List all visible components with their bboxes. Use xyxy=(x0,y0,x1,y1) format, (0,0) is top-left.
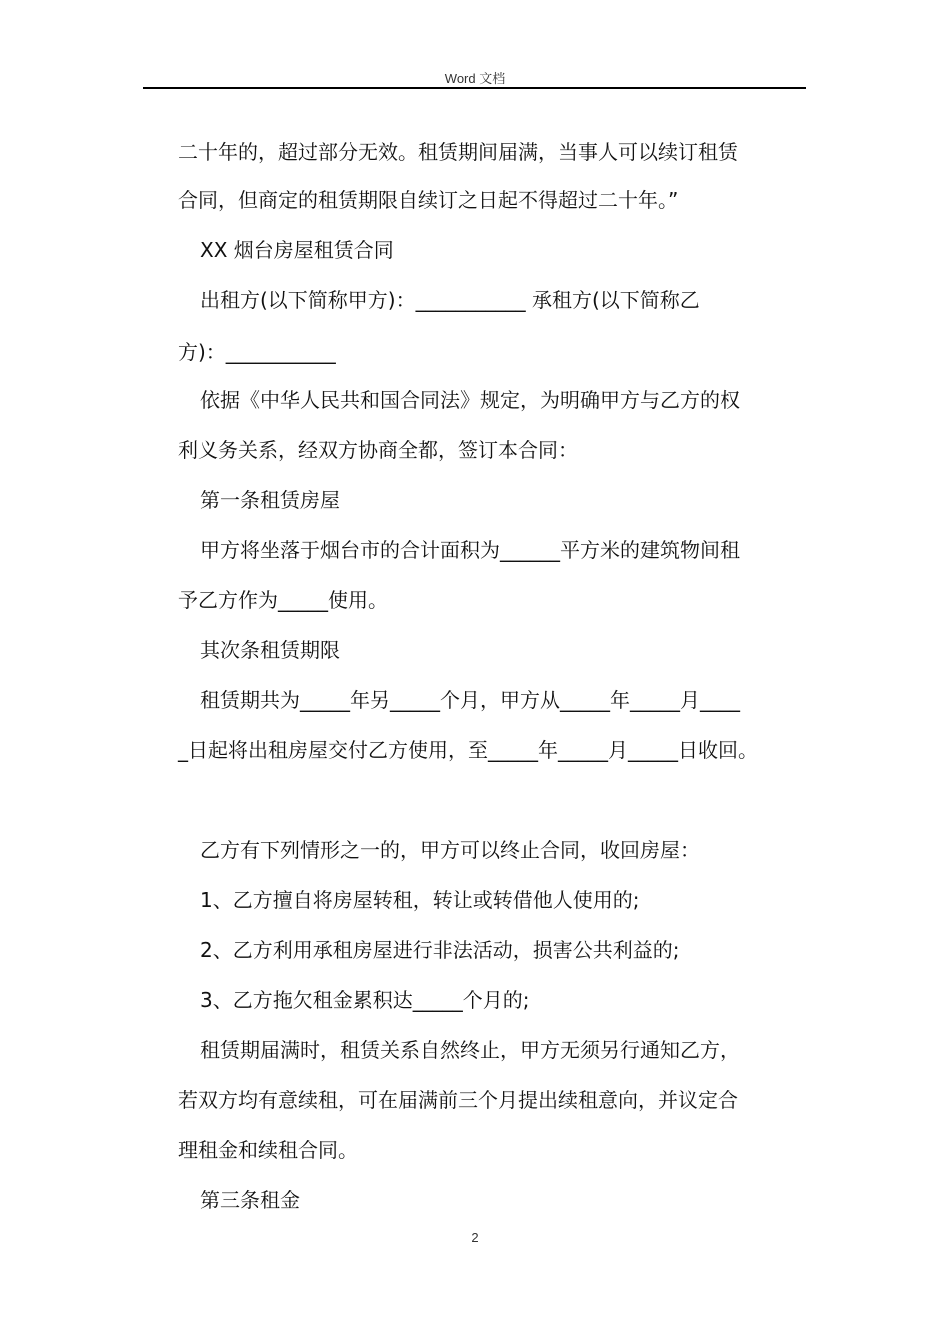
body-line: 合同，但商定的租赁期限自续订之日起不得超过二十年。” xyxy=(178,188,679,212)
body-line: 理租金和续租合同。 xyxy=(178,1138,358,1162)
body-line: 甲方将坐落于烟台市的合计面积为______平方米的建筑物间租 xyxy=(200,538,740,562)
body-line: 租赁期届满时，租赁关系自然终止，甲方无须另行通知乙方， xyxy=(200,1038,740,1062)
page-number: 2 xyxy=(471,1230,479,1245)
body-line: 依据《中华人民共和国合同法》规定，为明确甲方与乙方的权 xyxy=(200,388,740,412)
header-rule xyxy=(143,87,806,89)
body-line: _日起将出租房屋交付乙方使用，至_____年_____月_____日收回。 xyxy=(178,738,758,762)
body-line: 若双方均有意续租，可在届满前三个月提出续租意向，并议定合 xyxy=(178,1088,738,1112)
article-heading: 第三条租金 xyxy=(200,1188,300,1212)
body-line: 出租方(以下简称甲方)：___________ 承租方(以下简称乙 xyxy=(200,288,700,312)
body-line: 租赁期共为_____年另_____个月，甲方从_____年_____月____ xyxy=(200,688,740,712)
body-line: 利义务关系，经双方协商全都，签订本合同： xyxy=(178,438,578,462)
body-line: 予乙方作为_____使用。 xyxy=(178,588,388,612)
body-line: 乙方有下列情形之一的，甲方可以终止合同，收回房屋： xyxy=(200,838,700,862)
section-title: XX 烟台房屋租赁合同 xyxy=(200,238,394,262)
page-header: Word 文档 xyxy=(444,71,506,86)
body-line: 方)：___________ xyxy=(178,340,336,364)
list-item: 1、乙方擅自将房屋转租，转让或转借他人使用的; xyxy=(200,888,640,912)
article-heading: 第一条租赁房屋 xyxy=(200,488,340,512)
list-item: 3、乙方拖欠租金累积达_____个月的; xyxy=(200,988,530,1012)
list-item: 2、乙方利用承租房屋进行非法活动，损害公共利益的; xyxy=(200,938,680,962)
article-heading: 其次条租赁期限 xyxy=(200,638,340,662)
body-line: 二十年的，超过部分无效。租赁期间届满，当事人可以续订租赁 xyxy=(178,140,738,164)
